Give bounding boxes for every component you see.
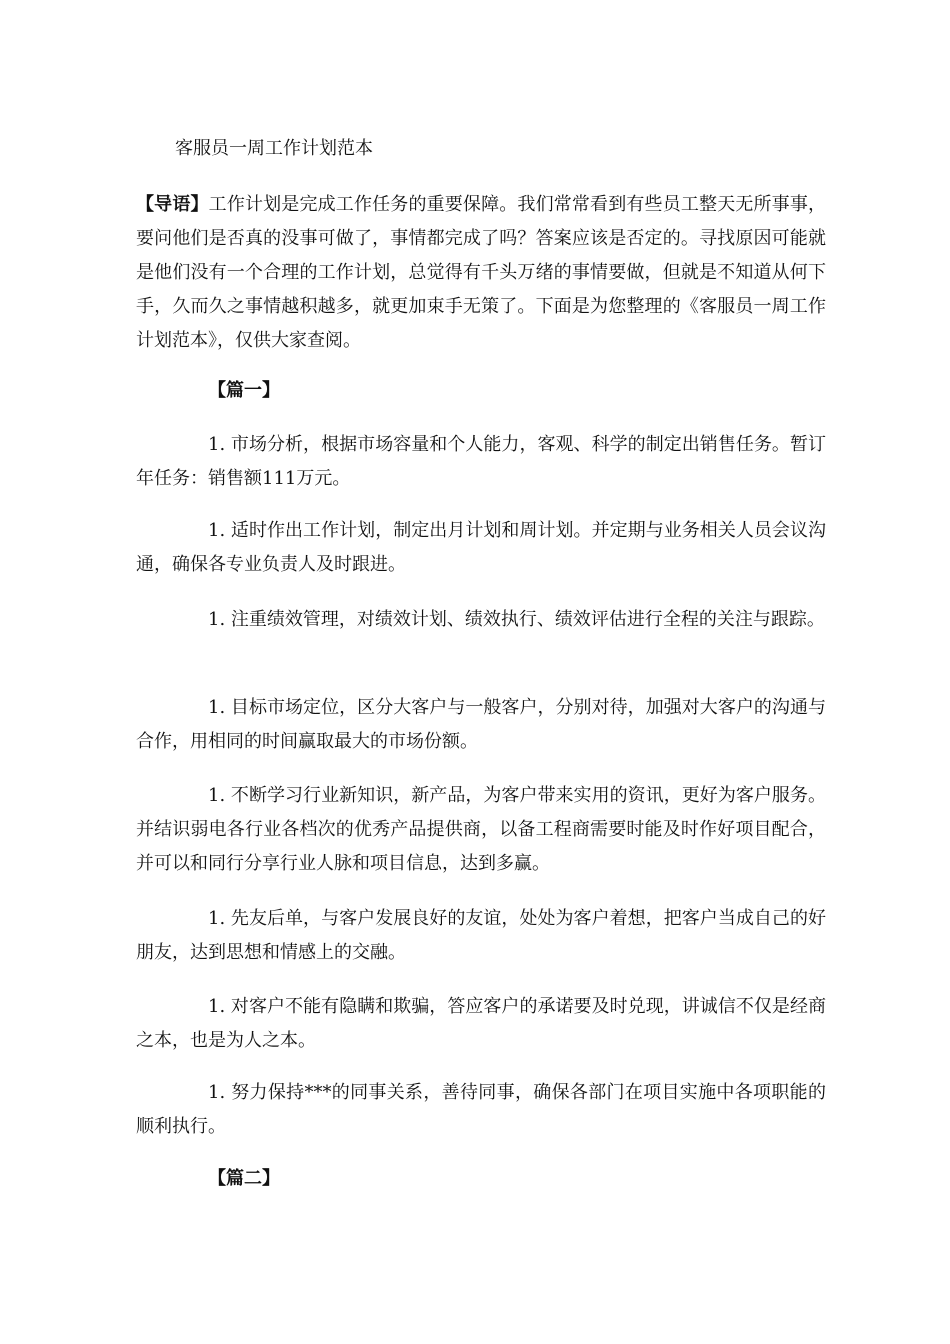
list-item: 1. 不断学习行业新知识，新产品，为客户带来实用的资讯，更好为客户服务。并结识弱电各行业各档次的优秀产品提供商，以备工程商需要时能及时作好项目配合，并可以和同行分享行业人脉和项目信息，达到多赢。 (136, 785, 826, 874)
document-title: 客服员一周工作计划范本 (175, 138, 373, 159)
intro-text: 工作计划是完成工作任务的重要保障。我们常常看到有些员工整天无所事事，要问他们是否真的没事可做了，事情都完成了吗？答案应该是否定的。寻找原因可能就是他们没有一个合理的工作计划，总觉得有千头万绪的事情要做，但就是不知道从何下手，久而久之事情越积越多，就更加束手无策了。下面是为您整理的《客服员一周工作计划范本》，仅供大家查阅。 (136, 194, 827, 351)
list-item: 1. 适时作出工作计划，制定出月计划和周计划。并定期与业务相关人员会议沟通，确保各专业负责人及时跟进。 (136, 520, 826, 575)
intro-marker: 【导语】 (136, 194, 209, 215)
list-item: 1. 市场分析，根据市场容量和个人能力，客观、科学的制定出销售任务。暂订年任务：销售额111万元。 (136, 434, 826, 489)
list-item: 1. 目标市场定位，区分大客户与一般客户，分别对待，加强对大客户的沟通与合作，用相同的时间赢取最大的市场份额。 (136, 697, 826, 752)
intro-paragraph (136, 188, 826, 358)
list-item: 1. 注重绩效管理，对绩效计划、绩效执行、绩效评估进行全程的关注与跟踪。 (208, 609, 825, 630)
section-heading-2: 【篇二】 (208, 1168, 280, 1189)
section-heading-1: 【篇一】 (208, 380, 280, 401)
list-item: 1. 努力保持***的同事关系，善待同事，确保各部门在项目实施中各项职能的顺利执行。 (136, 1082, 826, 1137)
list-item: 1. 对客户不能有隐瞒和欺骗，答应客户的承诺要及时兑现，讲诚信不仅是经商之本，也是为人之本。 (136, 996, 826, 1051)
list-item: 1. 先友后单，与客户发展良好的友谊，处处为客户着想，把客户当成自己的好朋友，达到思想和情感上的交融。 (136, 908, 826, 963)
